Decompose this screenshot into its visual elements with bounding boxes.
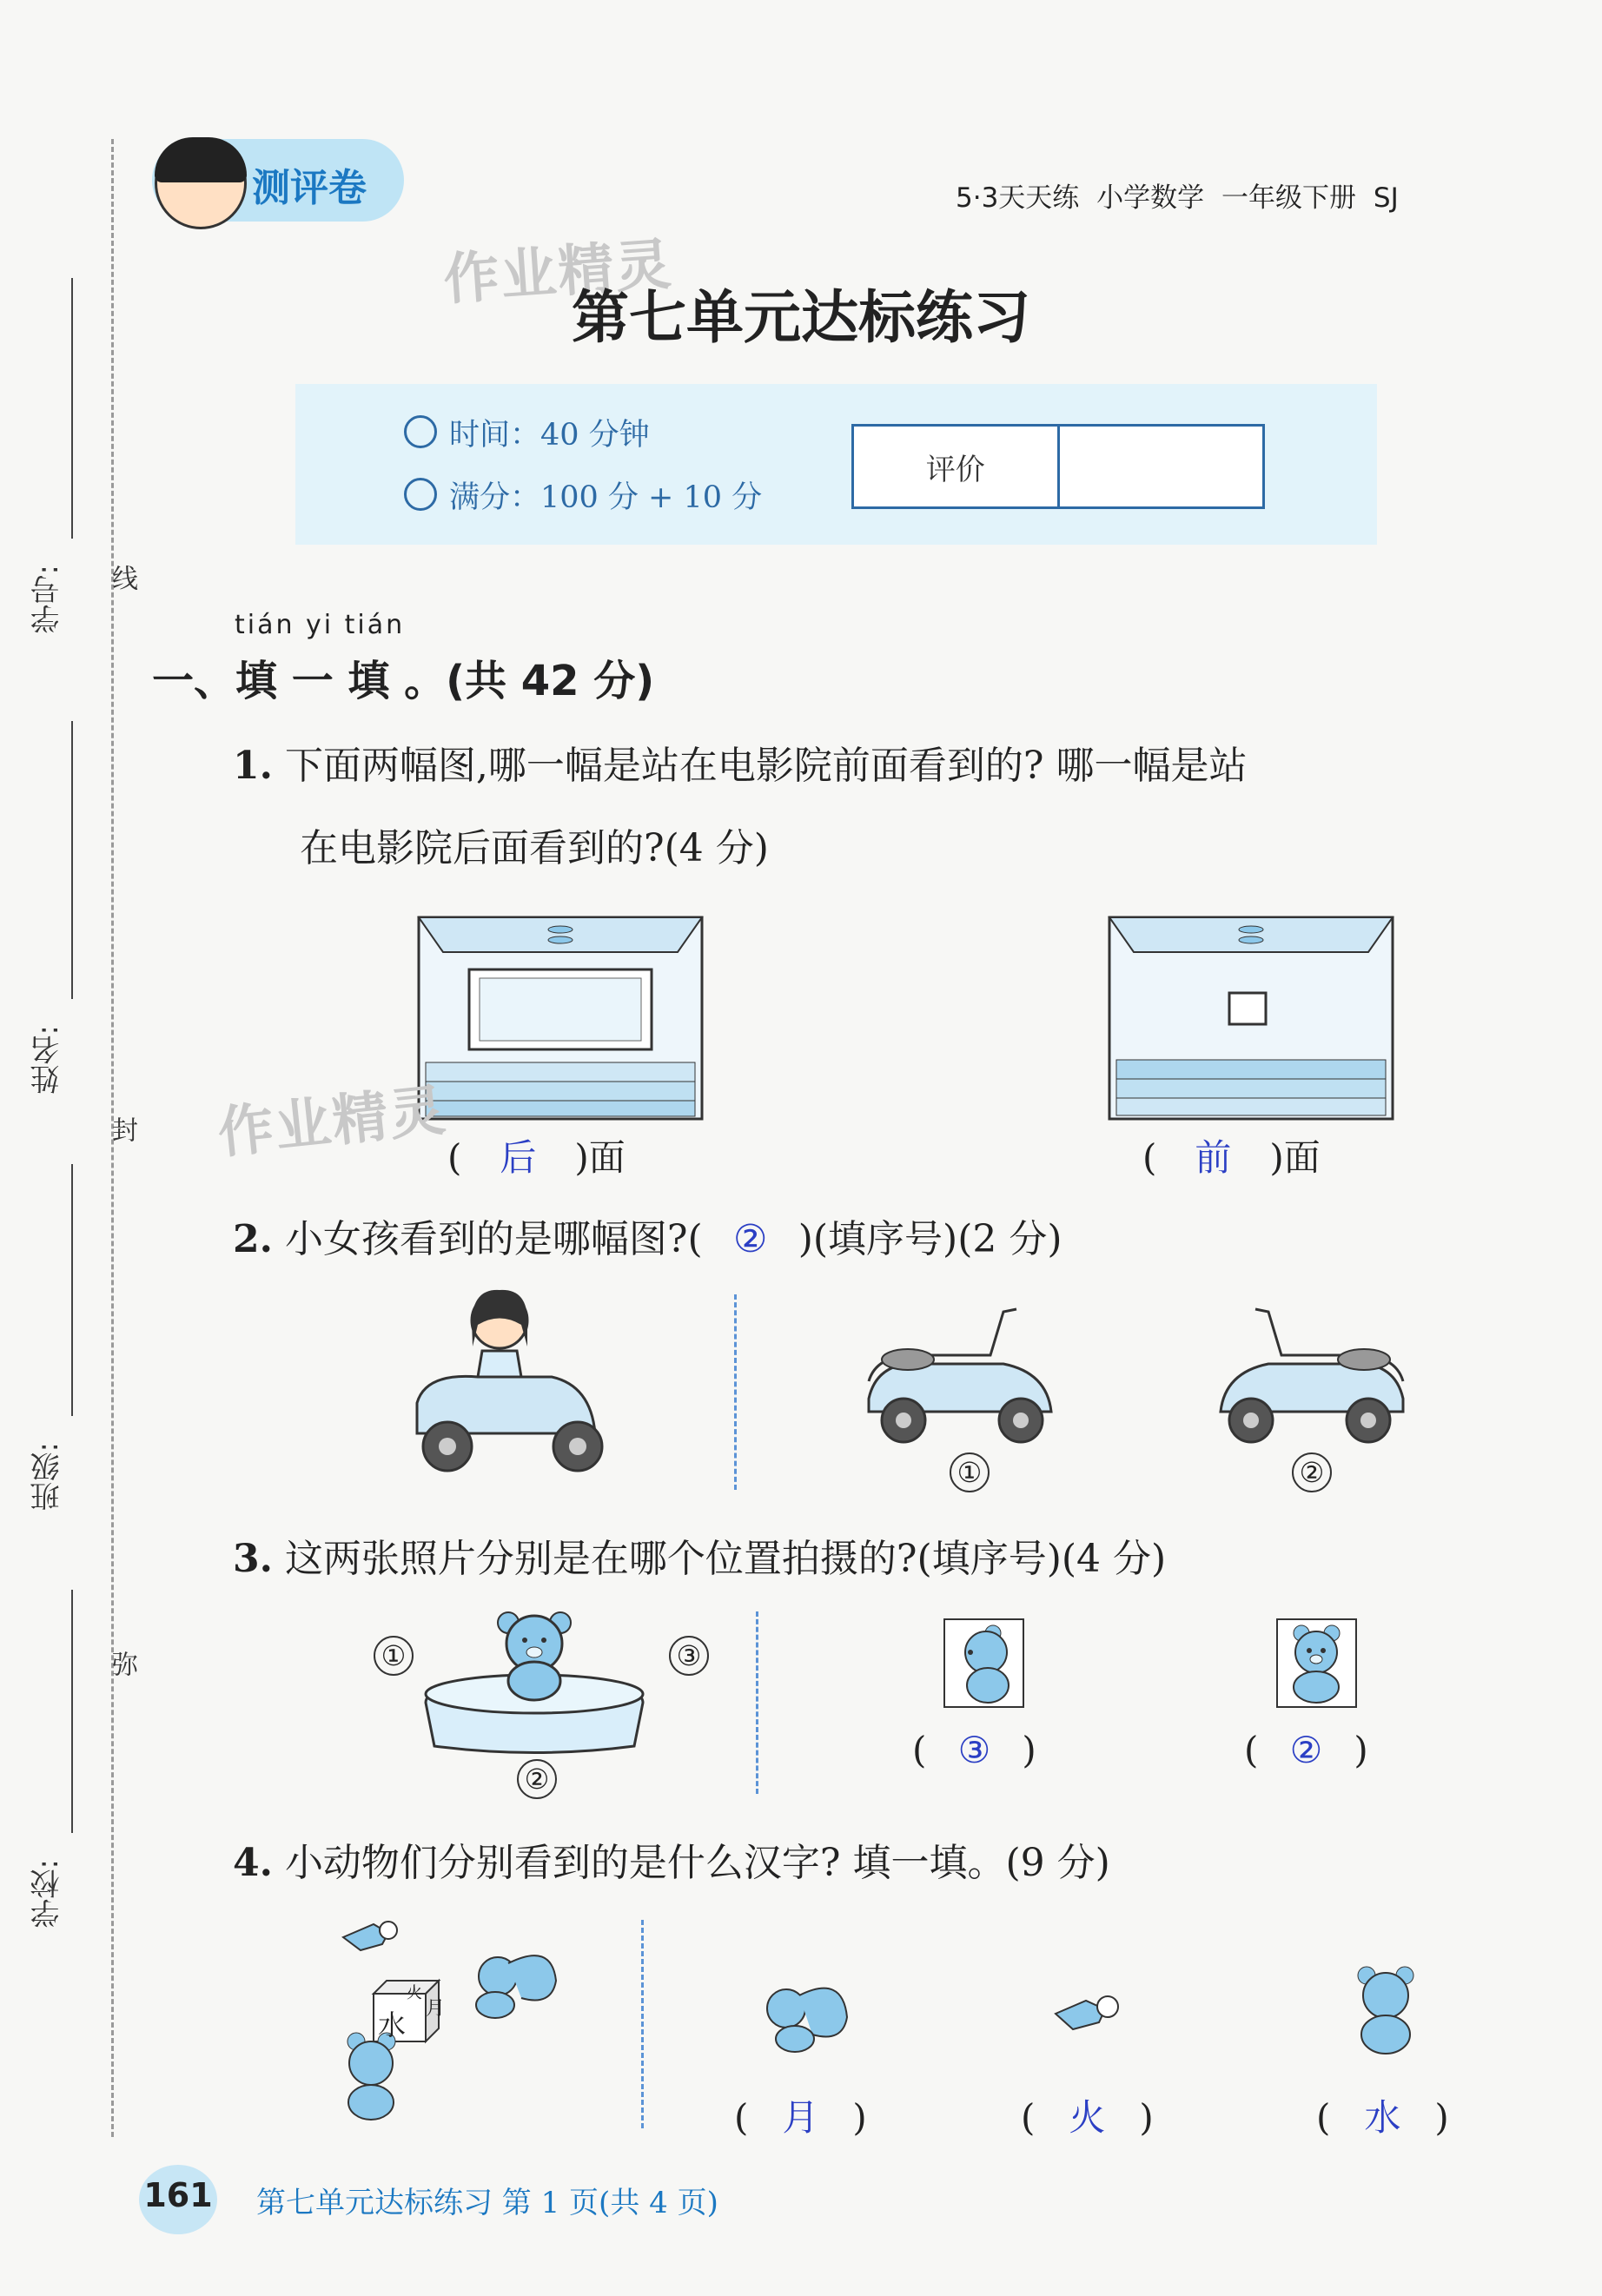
watermark-2: 作业精灵 [215,1078,450,1167]
evaluation-value[interactable] [1057,427,1263,506]
cube-top-char: 火 [407,1984,422,2002]
q1-answer-1: ( 后 )面 [447,1129,626,1181]
q2-label-2 [1292,1452,1332,1492]
time-limit [404,411,650,454]
cut-word-mi: 弥 [107,1651,137,1677]
section-title: 一、填 一 填 。(共 42 分) [152,657,655,705]
q4-answer-3: ( 水 ) [1316,2089,1449,2141]
bear-back-illustration [1351,1965,1420,2056]
bear-on-table-illustration [417,1607,652,1755]
check-icon [404,478,437,511]
q3-position-2-text: ② [517,1759,557,1799]
q4-answer-1: ( 月 ) [734,2089,867,2141]
cinema-front-view [1108,910,1394,1123]
q1-text-line1: 下面两幅图,哪一幅是站在电影院前面看到的? 哪一幅是站 [284,744,1248,788]
bear-photo-2 [1275,1618,1358,1709]
q2-answer[interactable]: ② [732,1217,768,1261]
q3-position-3-text: ③ [669,1636,709,1676]
subject-name: 小学数学 [1096,182,1205,214]
q3-position-1-text: ① [374,1636,414,1676]
q3-line [233,1527,1166,1583]
animals-around-cube-illustration [334,1911,569,2124]
scooter-view-1 [860,1299,1060,1446]
student-name-blank [71,721,73,999]
q1-answer-1-value[interactable]: 后 [500,1136,537,1179]
scooter-view-2 [1212,1299,1412,1446]
page-number: 161 [143,2176,213,2214]
q3-position-1 [374,1636,414,1676]
q4-divider [641,1920,644,2128]
cut-word-seal: 封 [107,1116,137,1142]
q2-text-before: 小女孩看到的是哪幅图?( [284,1217,703,1261]
q3-answer-1: ( ③ ) [912,1729,1036,1771]
q4-answer-3-value[interactable]: 水 [1364,2096,1401,2139]
watermark: 作业精灵 [441,232,675,314]
evaluation-table [851,424,1265,509]
q3-answer-1-value[interactable]: ③ [957,1729,991,1771]
q4-answer-1-value[interactable]: 月 [782,2096,819,2139]
girl-on-scooter-illustration [400,1281,617,1481]
score-text: 满分：100 分 + 10 分 [449,480,763,515]
school-label: 学校: [30,1859,65,1929]
class-label: 班级: [30,1442,65,1512]
evaluation-label: 评价 [925,452,985,487]
page-title: 第七单元达标练习 [572,283,1030,351]
q3-position-3 [669,1636,709,1676]
class-blank [71,1164,73,1416]
cinema-back-view [417,910,704,1123]
q3-divider [756,1611,758,1794]
grade-name: 一年级下册 [1221,182,1357,214]
hourglass-icon [404,415,437,448]
bear-photo-1 [943,1618,1025,1709]
q2-line [233,1208,1062,1263]
cube-side-char: 月 [426,1998,446,2020]
book-info [956,175,1399,215]
q2-divider [734,1294,737,1490]
bird-illustration [1051,1988,1129,2040]
full-score [404,473,762,517]
q3-answer-2-value[interactable]: ② [1289,1729,1323,1771]
school-blank [71,1590,73,1833]
section-pinyin: tián yi tián [235,610,406,640]
q4-number: 4. [233,1841,273,1885]
q3-position-2 [517,1759,557,1799]
q3-number: 3. [233,1537,273,1581]
edition-name: SJ [1373,182,1399,214]
badge-label: 测评卷 [252,166,367,210]
q2-text-after: )(填序号)(2 分) [798,1217,1062,1261]
cut-word-line: 线 [107,565,137,591]
q1-answer-2: ( 前 )面 [1142,1129,1321,1181]
q4-line [233,1831,1110,1887]
q1-answer-2-value[interactable]: 前 [1195,1136,1232,1179]
q3-text: 这两张照片分别是在哪个位置拍摄的?(填序号)(4 分) [284,1537,1167,1581]
q4-text: 小动物们分别看到的是什么汉字? 填一填。(9 分) [284,1841,1110,1885]
time-text: 时间：40 分钟 [449,418,650,453]
student-name-label: 姓名: [30,1025,65,1095]
q4-answer-2: ( 火 ) [1021,2089,1154,2141]
q2-number: 2. [233,1217,273,1261]
student-number-label: 学号: [30,565,65,634]
q2-label-1-text: ① [950,1452,990,1492]
q1-line2: 在电影院后面看到的?(4 分) [300,826,769,870]
q3-answer-2: ( ② ) [1244,1729,1368,1771]
q2-label-1 [950,1452,990,1492]
q1-number: 1. [233,744,273,788]
series-name: 5·3天天练 [956,182,1080,214]
q2-label-2-text: ② [1292,1452,1332,1492]
q1-suffix-2: 面 [1283,1136,1321,1179]
cube-front-char: 水 [378,2008,407,2041]
q1-suffix-1: 面 [588,1136,626,1179]
squirrel-illustration [756,1974,851,2056]
q4-answer-2-value[interactable]: 火 [1069,2096,1106,2139]
footer-text: 第七单元达标练习 第 1 页(共 4 页) [256,2186,718,2220]
q1-line1 [233,734,1248,790]
